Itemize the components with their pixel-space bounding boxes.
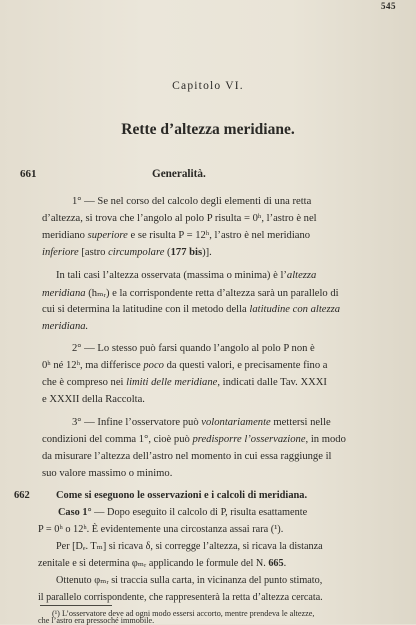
section-number-661: 661 xyxy=(20,168,37,180)
text-line: zenitale e si determina φₘᵣ applicando le formule del N. 665. xyxy=(38,558,287,569)
text-line: il parallelo corrispondente, che rappresenterà la retta d’altezza cercata. xyxy=(38,592,323,603)
text-line: Ottenuto φₘᵣ si traccia sulla carta, in vicinanza del punto stimato, xyxy=(56,575,323,586)
text-line: d’altezza, si trova che l’angolo al polo P risulta = 0ʰ, l’astro è nel xyxy=(42,213,317,224)
text-line: Per [Dₑ. Tₘ] si ricava δ, si corregge l’altezza, si ricava la distanza xyxy=(56,541,323,552)
footnote-line: che l’astro era pressoché immobile. xyxy=(38,616,155,625)
text-line: meridiana. xyxy=(42,321,89,332)
text-line: condizioni del comma 1°, cioè può predisporre l’osservazione, in modo xyxy=(42,434,346,445)
text-line: 3° — Infine l’osservatore può volontariamente mettersi nelle xyxy=(72,417,331,428)
text-line: suo valore massimo o minimo. xyxy=(42,468,173,479)
text-line: inferiore [astro circumpolare (177 bis)]. xyxy=(42,247,212,258)
footnote-line: (¹) L’osservatore deve ad ogni modo essersi accorto, mentre prendeva le altezze, xyxy=(52,609,315,618)
text-line: 0ʰ né 12ʰ, ma differisce poco da questi valori, e precisamente fino a xyxy=(42,360,328,371)
section-number-662: 662 xyxy=(14,490,30,501)
text-line: che è compreso nei limiti delle meridiane, indicati dalle Tav. XXXI xyxy=(42,377,327,388)
text-line: da misurare l’altezza dell’astro nel momento in cui essa raggiunge il xyxy=(42,451,332,462)
text-line: Caso 1° — Dopo eseguito il calcolo di P, risulta esattamente xyxy=(58,507,308,518)
text-line: meridiano superiore e se risulta P = 12ʰ, l’astro è nel meridiano xyxy=(42,230,311,241)
text-line: In tali casi l’altezza osservata (massima o minima) è l’altezza xyxy=(56,270,317,281)
section-heading-generalita: Generalità. xyxy=(152,168,206,180)
chapter-heading: Capitolo VI. xyxy=(172,80,244,92)
section-heading-meridiana: Come si eseguono le osservazioni e i calcoli di meridiana. xyxy=(56,490,308,501)
text-line: P = 0ʰ o 12ʰ. È evidentemente una circostanza assai rara (¹). xyxy=(38,524,284,535)
text-line: meridiana (hₘᵣ) e la corrispondente retta d’altezza sarà un parallelo di xyxy=(42,288,339,299)
text-line: 1° — Se nel corso del calcolo degli elementi di una retta xyxy=(72,196,312,207)
text-line: cui si determina la latitudine con il metodo della latitudine con altezza xyxy=(42,304,341,315)
section-title: Rette d’altezza meridiane. xyxy=(121,121,295,138)
footnote-rule xyxy=(40,605,112,606)
page-number: 545 xyxy=(381,1,396,11)
text-line: e XXXII della Raccolta. xyxy=(42,394,145,405)
text-line: 2° — Lo stesso può farsi quando l’angolo al polo P non è xyxy=(72,343,315,354)
